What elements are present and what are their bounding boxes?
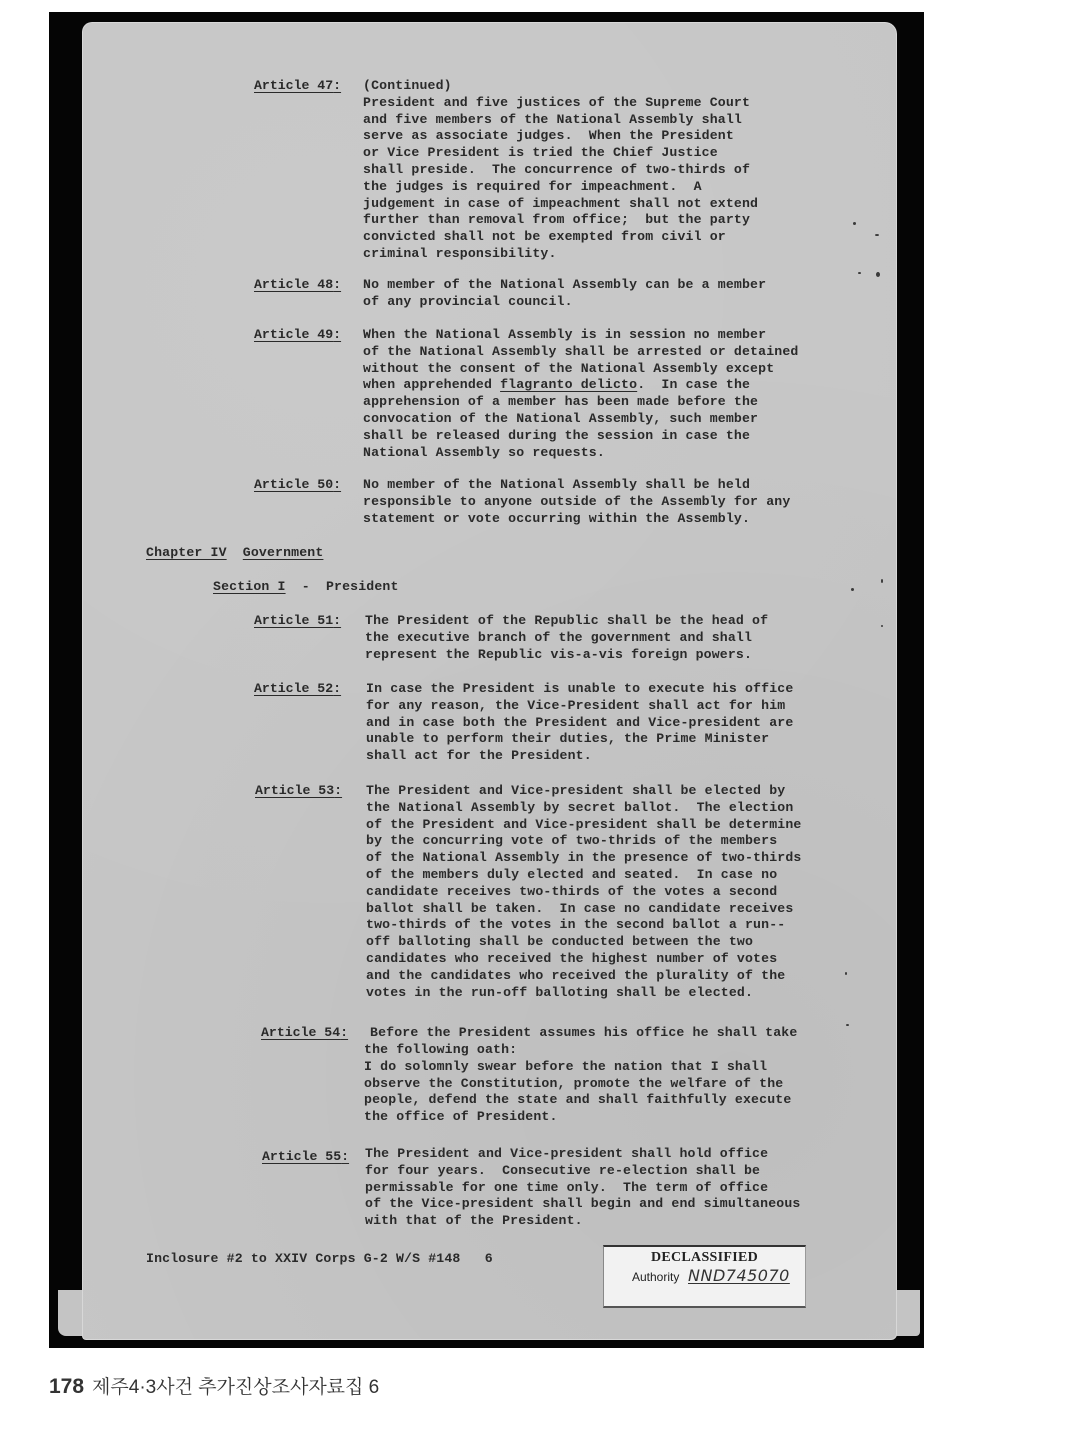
article-54-label: Article 54: xyxy=(261,1025,349,1040)
flagrante-delicto-term: flagranto delicto xyxy=(500,377,638,393)
stamp-title: DECLASSIFIED xyxy=(650,1250,759,1265)
scan-speck xyxy=(845,972,847,975)
page-number: 6 xyxy=(484,1251,493,1266)
article-52-text: In case the President is unable to execute his office for any reason, the Vice-President shall act for him and in case both the President and Vice-president are unable to perform their duties, the Prime Minister shall act for the President. xyxy=(366,681,794,764)
article-51-text: The President of the Republic shall be the head of the executive branch of the government and shall represent the Republic vis-a-vis foreign powers. xyxy=(365,613,769,662)
scan-speck xyxy=(881,579,883,583)
article-52-label: Article 52: xyxy=(254,681,342,696)
scan-speck xyxy=(881,625,883,627)
article-55-text: The President and Vice-president shall hold office for four years. Consecutive re-election shall be permissable for one time only. The term of office of the Vice-president shall begin and end simultaneous with that of the President. xyxy=(365,1146,801,1229)
article-50-label: Article 50: xyxy=(254,477,342,492)
article-54-text-first: Before the President assumes his office he shall take xyxy=(370,1025,798,1040)
article-53-label: Article 53: xyxy=(255,783,343,798)
article-54-text: the following oath: I do solomnly swear before the nation that I shall observe the Constitution, promote the welfare of the people, defend the state and shall faithfully execute the office of President. xyxy=(364,1042,792,1125)
book-page-number: 178 xyxy=(49,1375,85,1398)
article-53-text: The President and Vice-president shall be elected by the National Assembly by secret ballot. The election of the President and Vice-president shall be determine by the concurring vote of two-thrids of the members of the National Assembly in the presence of two-thirds of the members duly elected and seated. In case no candidate receives two-thirds of the votes a second ballot shall be taken. In case no candidate receives two-thirds of the votes in the second ballot a run-- off balloting shall be conducted between the two candidates who received the highest number of votes and the candidates who received the plurality of the votes in the run-off balloting shall be elected. xyxy=(366,783,802,1000)
article-47-label: Article 47: xyxy=(254,78,342,93)
book-caption xyxy=(49,1372,379,1399)
article-49-label: Article 49: xyxy=(254,327,342,342)
inclosure-footer: Inclosure #2 to XXIV Corps G-2 W/S #148 6 xyxy=(146,1251,493,1266)
book-title: 제주4·3사건 추가진상조사자료집 6 xyxy=(92,1377,380,1398)
scan-speck xyxy=(876,272,880,277)
article-48-text: No member of the National Assembly can be a member of any provincial council. xyxy=(363,277,767,309)
chapter-heading: Chapter IV Government xyxy=(146,545,324,560)
article-51-label: Article 51: xyxy=(254,613,342,628)
stamp-authority-number: NND745070 xyxy=(688,1266,790,1285)
article-48-label: Article 48: xyxy=(254,277,342,292)
scan-speck xyxy=(853,222,856,225)
scan-speck xyxy=(858,272,861,274)
scan-speck xyxy=(875,234,879,236)
declassified-stamp xyxy=(603,1245,806,1308)
stamp-authority-label: Authority xyxy=(632,1270,680,1284)
scan-speck xyxy=(846,1024,849,1026)
scan-speck xyxy=(851,588,854,591)
section-heading: Section I - President xyxy=(213,579,399,594)
article-55-label: Article 55: xyxy=(262,1149,350,1164)
article-47-text: (Continued) President and five justices of the Supreme Court and five members of the National Assembly shall serve as associate judges. When the President or Vice President is tried the Chief Justice shall preside. The concurrence of two-thirds of the judges is required for impeachment. A judgement in case of impeachment shall not extend further than removal from office; but the party convicted shall not be exempted from civil or criminal responsibility. xyxy=(363,78,759,261)
article-49-text: When the National Assembly is in session no member of the National Assembly shall be arrested or detained without the consent of the National Assembly except when apprehended flagranto delicto. In case the apprehension of a member has been made before the convocation of the National Assembly, such member shall be released during the session in case the National Assembly so requests. xyxy=(363,327,799,460)
article-50-text: No member of the National Assembly shall be held responsible to anyone outside of the Assembly for any statement or vote occurring within the Assembly. xyxy=(363,477,791,526)
